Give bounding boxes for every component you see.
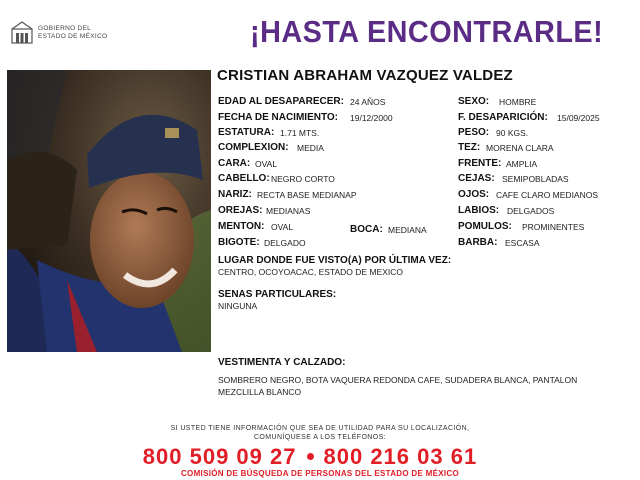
field-boca-label: BOCA: [350, 224, 383, 235]
person-photo [7, 70, 211, 352]
field-sexo-value: HOMBRE [499, 97, 537, 107]
contact-note [0, 425, 640, 442]
field-barba-value: ESCASA [505, 238, 540, 248]
field-peso-label: PESO: [458, 127, 490, 138]
field-estatura-value: 1.71 MTS. [280, 128, 320, 138]
field-desaparicion-value: 15/09/2025 [557, 113, 600, 123]
phone-number-1[interactable]: 800 509 09 27 [142, 444, 297, 469]
phone-number-2[interactable]: 800 216 03 61 [323, 444, 478, 469]
person-photo-image [7, 70, 211, 352]
field-desaparicion-label: F. DESAPARICIÓN: [458, 112, 548, 123]
bullet-dot-icon [307, 453, 314, 460]
field-labios-value: DELGADOS [507, 206, 555, 216]
field-cejas-value: SEMIPOBLADAS [502, 174, 569, 184]
person-name: CRISTIAN ABRAHAM VAZQUEZ VALDEZ [217, 67, 513, 84]
marks-label: SENAS PARTICULARES: [218, 289, 337, 300]
clothing-line-1: SOMBRERO NEGRO, BOTA VAQUERA REDONDA CAFE, SUDADERA BLANCA, PANTALON [218, 375, 578, 385]
field-nacimiento-value: 19/12/2000 [350, 113, 393, 123]
clothing-line-2: MEZCLILLA BLANCO [218, 387, 302, 397]
phone-numbers [0, 444, 620, 470]
field-nacimiento-label: FECHA DE NACIMIENTO: [218, 112, 338, 123]
field-complexion-label: COMPLEXION: [218, 142, 289, 153]
field-orejas-value: MEDIANAS [266, 206, 311, 216]
field-cabello-label: CABELLO: [218, 173, 270, 184]
contact-note-line-1: SI USTED TIENE INFORMACIÓN QUE SEA DE UTILIDAD PARA SU LOCALIZACIÓN, [170, 425, 470, 432]
field-pomulos-value: PROMINENTES [522, 222, 585, 232]
field-bigote-value: DELGADO [264, 238, 306, 248]
commission-name: COMISIÓN DE BÚSQUEDA DE PERSONAS DEL ESTADO DE MÉXICO [180, 469, 459, 478]
clothing-label: VESTIMENTA Y CALZADO: [218, 357, 346, 368]
field-menton-label: MENTON: [218, 221, 265, 232]
field-cejas-label: CEJAS: [458, 173, 495, 184]
field-tez-value: MORENA CLARA [486, 143, 554, 153]
field-tez-label: TEZ: [458, 142, 481, 153]
field-frente-label: FRENTE: [458, 158, 502, 169]
last-seen-label: LUGAR DONDE FUE VISTO(A) POR ÚLTIMA VEZ: [218, 255, 452, 266]
field-pomulos-label: POMULOS: [458, 221, 512, 232]
field-complexion-value: MEDIA [297, 143, 324, 153]
field-cara-value: OVAL [255, 159, 278, 169]
field-ojos-label: OJOS: [458, 189, 490, 200]
field-cabello-value: NEGRO CORTO [271, 174, 335, 184]
headline: ¡HASTA ENCONTRARLE! [250, 14, 604, 49]
field-estatura-label: ESTATURA: [218, 127, 275, 138]
field-barba-label: BARBA: [458, 237, 498, 248]
field-edad-value: 24 AÑOS [350, 97, 386, 107]
field-peso-value: 90 KGS. [496, 128, 529, 138]
field-edad-label: EDAD AL DESAPARECER: [218, 96, 344, 107]
field-nariz-label: NARIZ: [218, 189, 252, 200]
state-seal-icon [10, 20, 34, 46]
logo-line-1: GOBIERNO DEL [38, 25, 92, 32]
field-frente-value: AMPLIA [506, 159, 538, 169]
field-orejas-label: OREJAS: [218, 205, 263, 216]
last-seen-value: CENTRO, OCOYOACAC, ESTADO DE MEXICO [218, 267, 403, 277]
field-ojos-value: CAFE CLARO MEDIANOS [496, 190, 599, 200]
marks-value: NINGUNA [218, 301, 258, 311]
logo-line-2: ESTADO DE MÉXICO [38, 33, 108, 40]
field-cara-label: CARA: [218, 158, 251, 169]
field-boca-value: MEDIANA [388, 225, 427, 235]
government-logo [10, 20, 120, 46]
field-labios-label: LABIOS: [458, 205, 500, 216]
contact-note-line-2: COMUNÍQUESE A LOS TELÉFONOS: [253, 433, 387, 441]
field-nariz-value: RECTA BASE MEDIANAP [257, 190, 357, 200]
field-menton-value: OVAL [271, 222, 294, 232]
field-bigote-label: BIGOTE: [218, 237, 260, 248]
field-sexo-label: SEXO: [458, 96, 490, 107]
